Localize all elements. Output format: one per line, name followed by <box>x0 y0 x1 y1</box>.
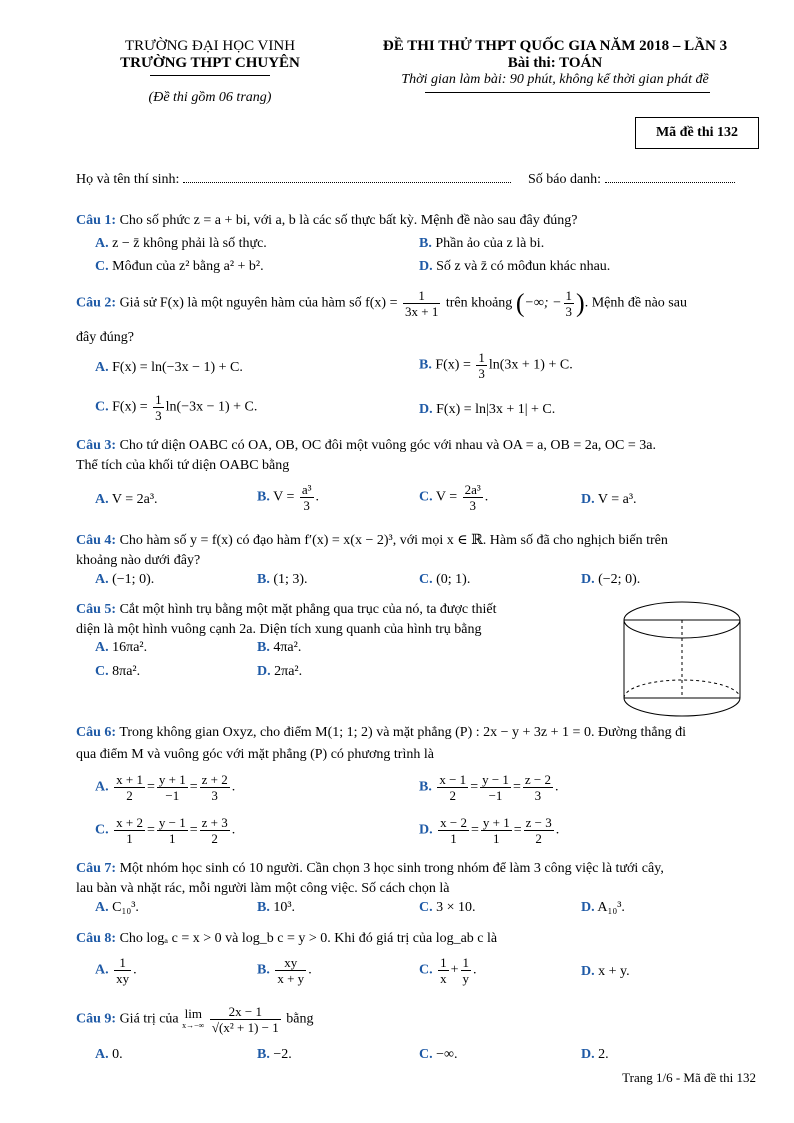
q8-option-a[interactable]: A. $\frac{1}{xy}$ . <box>95 955 137 986</box>
question-7: Câu 7: Một nhóm học sinh có 10 người. Cần chọn 3 học sinh trong nhóm để làm 3 công việc là tưới cây, lau bàn và nhặt rác, mỗi người làm một công việc. Số cách chọn là <box>76 861 664 896</box>
q1-option-b[interactable]: B. Phần ảo của z là bi. <box>419 236 545 251</box>
id-label: Số báo danh: <box>527 172 602 187</box>
question-6: Câu 6: Trong không gian Oxyz, cho điểm M(1; 1; 2) và mặt phẳng (P) : 2x − y + 3z + 1 = 0. Đường thẳng đi qua điểm M và vuông góc với mặt phẳng (P) có phương trình là <box>76 725 687 762</box>
page-footer: Trang 1/6 - Mã đề thi 132 <box>622 1070 756 1085</box>
q9-option-a[interactable]: A. 0. <box>95 1047 123 1062</box>
question-3: Câu 3: Cho tứ diện OABC có OA, OB, OC đôi một vuông góc với nhau và OA = a, OB = 2a, OC = 3a. Thể tích của khối tứ diện OABC bằng <box>76 438 656 473</box>
q1-label: Câu 1: <box>76 213 117 228</box>
q3-option-d[interactable]: D. V = a³. <box>581 492 637 507</box>
q2-option-b[interactable]: B. F(x) = $\frac{1}{3}$ ln(3x + 1) + C. <box>419 350 573 381</box>
school-underline <box>150 75 270 76</box>
student-info <box>76 172 756 188</box>
q8-option-c[interactable]: C. $\frac{1}{x}$ + $\frac{1}{y}$ . <box>419 955 477 986</box>
q4-option-c[interactable]: C. (0; 1). <box>419 572 471 587</box>
question-4: Câu 4: Cho hàm số y = f(x) có đạo hàm f′(x) = x(x − 2)³, với mọi x ∈ ℝ. Hàm số đã cho nghịch biến trên khoảng nào dưới đây? <box>76 533 668 568</box>
q3-option-c[interactable]: C. V = $\frac{\text{2a³}}{3}$ . <box>419 482 489 513</box>
q4-option-a[interactable]: A. (−1; 0). <box>95 572 155 587</box>
q5-option-c[interactable]: C. 8πa². <box>95 664 141 679</box>
question-8: Câu 8: Cho logₐ c = x > 0 và log_b c = y > 0. Khi đó giá trị của log_ab c là <box>76 931 498 946</box>
question-2: Câu 2: Giả sử F(x) là một nguyên hàm của hàm số f(x) = $\frac{1}{3x + 1}$ trên khoảng (−∞; − $\frac{1}{3}$ ). Mệnh đề nào sau <box>76 288 687 319</box>
id-field[interactable] <box>605 182 735 183</box>
exam-block <box>345 38 765 93</box>
q2-fraction: $\frac{1}{3x + 1}$ <box>404 288 439 319</box>
q7-option-c[interactable]: C. 3 × 10. <box>419 900 476 915</box>
q5-option-b[interactable]: B. 4πa². <box>257 640 302 655</box>
exam-title: ĐỀ THI THỬ THPT QUỐC GIA NĂM 2018 – LẦN 3 <box>382 38 728 54</box>
q8-option-b[interactable]: B. $\frac{xy}{x + y}$ . <box>257 955 312 986</box>
question-1 <box>76 211 756 231</box>
q7-option-d[interactable]: D. A₁₀³. <box>581 900 625 915</box>
q1-option-c[interactable]: C. Môđun của z² bằng a² + b². <box>95 259 264 274</box>
q9-fraction: $\frac{2x - 1}{\text{√(x² + 1) − 1}}$ <box>211 1004 279 1035</box>
school-block <box>95 38 325 106</box>
name-field[interactable] <box>183 182 511 183</box>
q9-option-b[interactable]: B. −2. <box>257 1047 292 1062</box>
q9-option-d[interactable]: D. 2. <box>581 1047 609 1062</box>
q2-text-cont: đây đúng? <box>76 330 134 345</box>
time-note: Thời gian làm bài: 90 phút, không kể thời gian phát đề <box>401 72 709 87</box>
q7-option-a[interactable]: A. C₁₀³. <box>95 900 139 915</box>
time-underline <box>425 92 710 93</box>
name-label: Họ và tên thí sinh: <box>76 172 180 187</box>
q4-option-b[interactable]: B. (1; 3). <box>257 572 308 587</box>
q6-option-b[interactable]: B. $\frac{x - 1}{2}$ = $\frac{y - 1}{-1}$ = $\frac{z - 2}{3}$ . <box>419 772 559 803</box>
q1-text: Cho số phức z = a + bi, với a, b là các số thực bất kỳ. Mệnh đề nào sau đây đúng? <box>119 213 578 228</box>
q2-option-c[interactable]: C. F(x) = $\frac{1}{3}$ ln(−3x − 1) + C. <box>95 392 258 423</box>
q6-option-a[interactable]: A. $\frac{x + 1}{2}$ = $\frac{y + 1}{-1}$ = $\frac{z + 2}{3}$ . <box>95 772 236 803</box>
q9-option-c[interactable]: C. −∞. <box>419 1047 458 1062</box>
q3-option-b[interactable]: B. V = $\frac{\text{a³}}{3}$ . <box>257 482 320 513</box>
question-5: Câu 5: Cắt một hình trụ bằng một mặt phẳng qua trục của nó, ta được thiết diện là một hình vuông cạnh 2a. Diện tích xung quanh của hình trụ bằng <box>76 602 497 637</box>
q6-option-d[interactable]: D. $\frac{x - 2}{1}$ = $\frac{y + 1}{1}$ = $\frac{z - 3}{2}$ . <box>419 815 560 846</box>
q5-option-d[interactable]: D. 2πa². <box>257 664 303 679</box>
q1-option-a[interactable]: A. z − z̄ không phải là số thực. <box>95 236 267 251</box>
exam-code: Mã đề thi 132 <box>655 125 739 140</box>
question-9: Câu 9: Giá trị của lim x→−∞ $\frac{2x - 1}{\text{√(x² + 1) − 1}}$ bằng <box>76 1004 314 1035</box>
cylinder-figure <box>612 598 752 718</box>
q8-option-d[interactable]: D. x + y. <box>581 964 630 979</box>
subject: Bài thi: TOÁN <box>507 55 603 71</box>
q7-option-b[interactable]: B. 10³. <box>257 900 296 915</box>
exam-code-box <box>635 117 759 149</box>
q3-option-a[interactable]: A. V = 2a³. <box>95 492 158 507</box>
school-line2: TRƯỜNG THPT CHUYÊN <box>120 55 300 71</box>
q2-option-d[interactable]: D. F(x) = ln|3x + 1| + C. <box>419 402 556 417</box>
q1-option-d[interactable]: D. Số z và z̄ có môđun khác nhau. <box>419 259 611 274</box>
q5-option-a[interactable]: A. 16πa². <box>95 640 148 655</box>
school-line1: TRƯỜNG ĐẠI HỌC VINH <box>124 38 296 54</box>
q6-option-c[interactable]: C. $\frac{x + 2}{1}$ = $\frac{y - 1}{1}$ = $\frac{z + 3}{2}$ . <box>95 815 236 846</box>
pages-note: (Đề thi gồm 06 trang) <box>148 90 272 105</box>
q2-option-a[interactable]: A. F(x) = ln(−3x − 1) + C. <box>95 360 243 375</box>
q4-option-d[interactable]: D. (−2; 0). <box>581 572 641 587</box>
